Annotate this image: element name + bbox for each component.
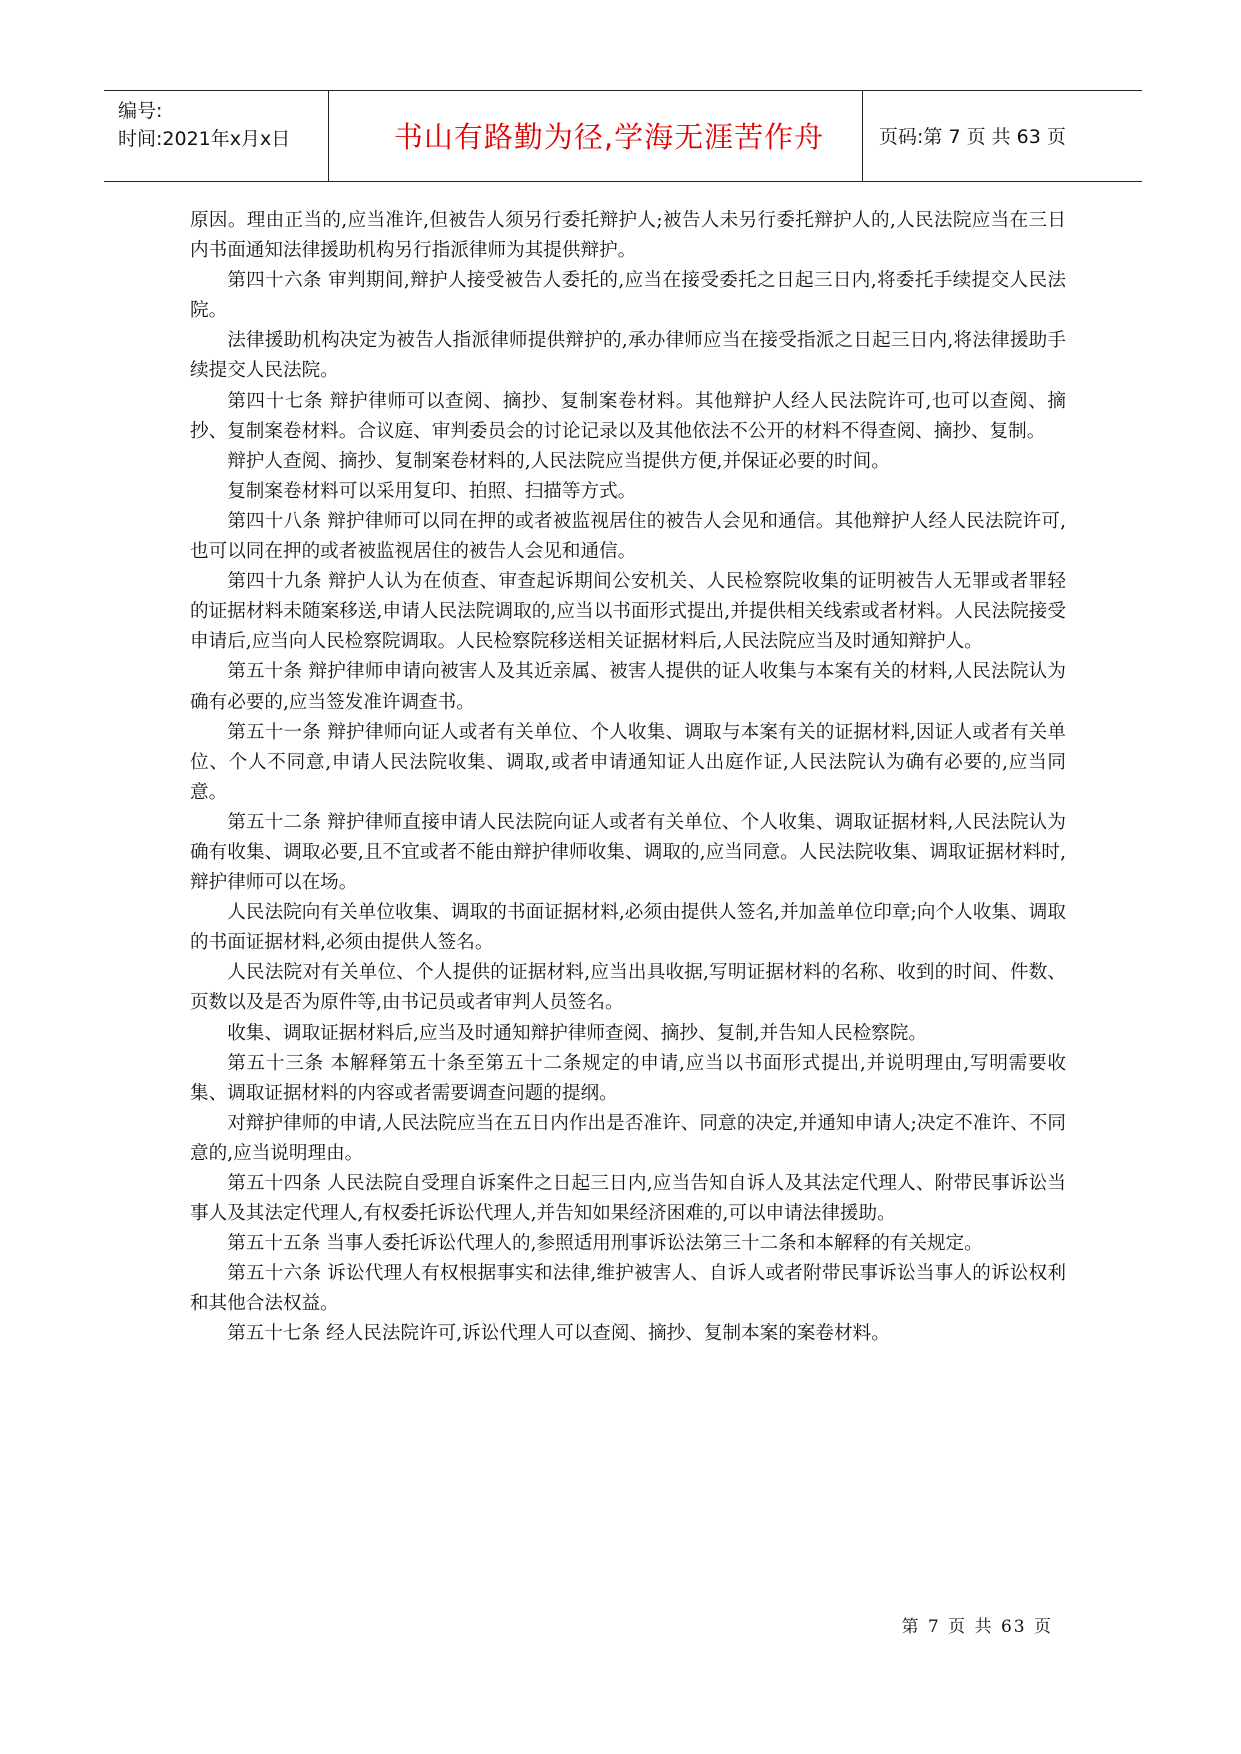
paragraph: 第四十九条 辩护人认为在侦查、审查起诉期间公安机关、人民检察院收集的证明被告人无罪或者罪轻的证据材料未随案移送,申请人民法院调取的,应当以书面形式提出,并提供相关线索或者材料。人民法院接受申请后,应当向人民检察院调取。人民检察院移送相关证据材料后,人民法院应当及时通知辩护人。 (190, 571, 1066, 653)
paragraph: 第五十三条 本解释第五十条至第五十二条规定的申请,应当以书面形式提出,并说明理由,写明需要收集、调取证据材料的内容或者需要调查问题的提纲。 (190, 1052, 1066, 1104)
paragraph: 原因。理由正当的,应当准许,但被告人须另行委托辩护人;被告人未另行委托辩护人的,人民法院应当在三日内书面通知法律援助机构另行指派律师为其提供辩护。 (190, 210, 1066, 262)
paragraph: 第五十条 辩护律师申请向被害人及其近亲属、被害人提供的证人收集与本案有关的材料,人民法院认为确有必要的,应当签发准许调查书。 (190, 661, 1066, 713)
paragraph: 第五十四条 人民法院自受理自诉案件之日起三日内,应当告知自诉人及其法定代理人、附带民事诉讼当事人及其法定代理人,有权委托诉讼代理人,并告知如果经济困难的,可以申请法律援助。 (190, 1173, 1066, 1225)
paragraph: 第五十六条 诉讼代理人有权根据事实和法律,维护被害人、自诉人或者附带民事诉讼当事人的诉讼权利和其他合法权益。 (190, 1263, 1066, 1315)
paragraph: 第四十七条 辩护律师可以查阅、摘抄、复制案卷材料。其他辩护人经人民法院许可,也可以查阅、摘抄、复制案卷材料。合议庭、审判委员会的讨论记录以及其他依法不公开的材料不得查阅、摘抄、复制。 (190, 390, 1066, 442)
document-body (190, 206, 1066, 1350)
header-page-label: 页码:第 7 页 共 63 页 (879, 126, 1066, 148)
paragraph: 收集、调取证据材料后,应当及时通知辩护律师查阅、摘抄、复制,并告知人民检察院。 (227, 1022, 927, 1044)
document-header (104, 90, 1142, 182)
header-meta (118, 97, 290, 153)
paragraph: 第四十八条 辩护律师可以同在押的或者被监视居住的被告人会见和通信。其他辩护人经人民法院许可,也可以同在押的或者被监视居住的被告人会见和通信。 (190, 510, 1066, 563)
page-footer: 第 7 页 共 63 页 (901, 1617, 1053, 1637)
paragraph: 第五十一条 辩护律师向证人或者有关单位、个人收集、调取与本案有关的证据材料,因证人或者有关单位、个人不同意,申请人民法院收集、调取,或者申请通知证人出庭作证,人民法院认为确有必要的,应当同意。 (190, 721, 1066, 803)
document-time-label: 时间:2021年x月x日 (118, 128, 291, 150)
paragraph: 法律援助机构决定为被告人指派律师提供辩护的,承办律师应当在接受指派之日起三日内,将法律援助手续提交人民法院。 (190, 330, 1066, 382)
document-number-label: 编号: (118, 100, 163, 122)
header-divider (862, 91, 863, 181)
paragraph: 复制案卷材料可以采用复印、拍照、扫描等方式。 (227, 480, 637, 502)
header-motto: 书山有路勤为径,学海无涯苦作舟 (393, 120, 825, 154)
paragraph: 第四十六条 审判期间,辩护人接受被告人委托的,应当在接受委托之日起三日内,将委托手续提交人民法院。 (190, 270, 1066, 322)
paragraph: 人民法院对有关单位、个人提供的证据材料,应当出具收据,写明证据材料的名称、收到的时间、件数、页数以及是否为原件等,由书记员或者审判人员签名。 (190, 962, 1066, 1014)
paragraph: 第五十七条 经人民法院许可,诉讼代理人可以查阅、摘抄、复制本案的案卷材料。 (227, 1323, 890, 1345)
paragraph: 第五十二条 辩护律师直接申请人民法院向证人或者有关单位、个人收集、调取证据材料,人民法院认为确有收集、调取必要,且不宜或者不能由辩护律师收集、调取的,应当同意。人民法院收集、调取证据材料时,辩护律师可以在场。 (190, 811, 1066, 894)
paragraph: 辩护人查阅、摘抄、复制案卷材料的,人民法院应当提供方便,并保证必要的时间。 (227, 450, 890, 472)
paragraph: 第五十五条 当事人委托诉讼代理人的,参照适用刑事诉讼法第三十二条和本解释的有关规定。 (227, 1233, 983, 1255)
header-divider (328, 91, 329, 181)
paragraph: 人民法院向有关单位收集、调取的书面证据材料,必须由提供人签名,并加盖单位印章;向个人收集、调取的书面证据材料,必须由提供人签名。 (190, 902, 1066, 954)
paragraph: 对辩护律师的申请,人民法院应当在五日内作出是否准许、同意的决定,并通知申请人;决定不准许、不同意的,应当说明理由。 (190, 1112, 1066, 1164)
